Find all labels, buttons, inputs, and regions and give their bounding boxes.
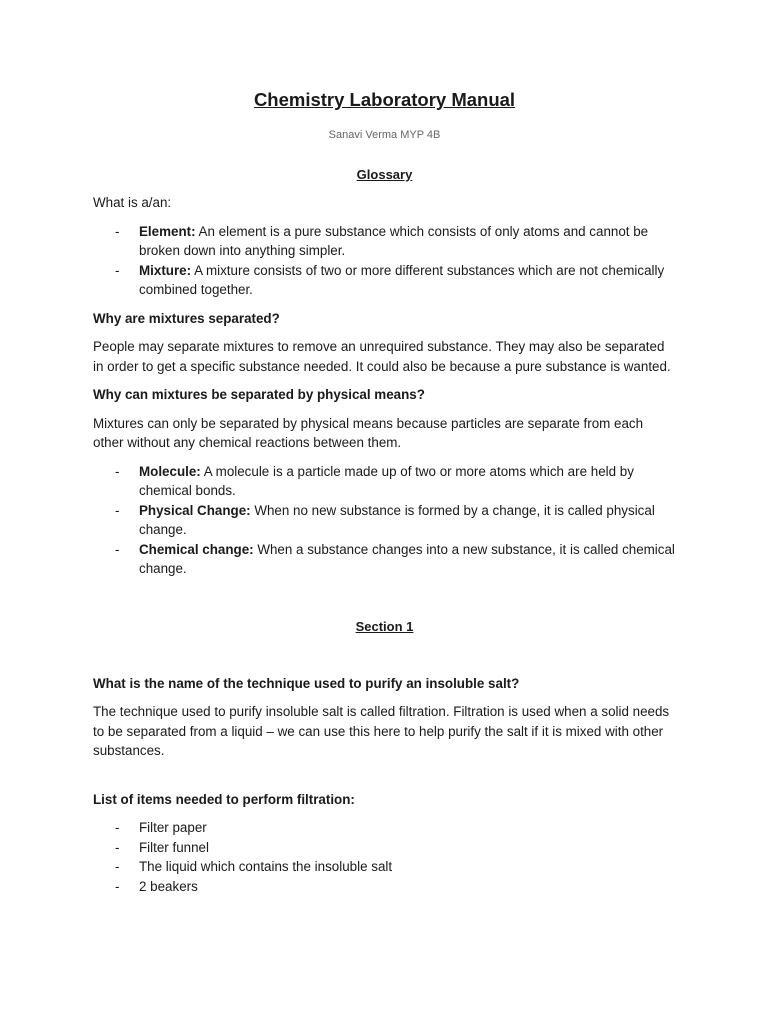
term-label: Physical Change: <box>139 502 251 518</box>
term-definition: When a substance changes into a new substance, it is called chemical change. <box>139 541 675 576</box>
glossary-heading: Glossary <box>356 167 413 182</box>
list-item <box>93 501 676 540</box>
term-label: Mixture: <box>139 262 192 278</box>
list-item: - The liquid which contains the insoluble salt <box>93 857 676 877</box>
list-item: - Filter paper <box>93 818 676 838</box>
term-definition: An element is a pure substance which consists of only atoms and cannot be broken down into anything simpler. <box>139 223 649 258</box>
term-definition: When no new substance is formed by a change, it is called physical change. <box>139 502 655 537</box>
list-item: - Filter funnel <box>93 838 676 858</box>
list-item <box>93 540 676 579</box>
glossary-intro: What is a/an: <box>93 195 172 210</box>
list-item <box>93 222 676 261</box>
question-heading: Why are mixtures separated? <box>93 310 280 326</box>
term-definition: A molecule is a particle made up of two or more atoms which are held by chemical bonds. <box>139 463 634 498</box>
glossary-list-2 <box>93 462 676 579</box>
term-label: Molecule: <box>139 463 201 479</box>
document-title: Chemistry Laboratory Manual <box>253 89 516 110</box>
answer-paragraph: The technique used to purify insoluble salt is called filtration. Filtration is used when a solid needs to be separated from a liquid – we can use this here to help purify the salt if it is mixed with other substances. <box>93 704 670 758</box>
question-heading: What is the name of the technique used to purify an insoluble salt? <box>93 675 520 691</box>
items-list <box>93 818 676 896</box>
list-item <box>93 261 676 300</box>
term-definition: A mixture consists of two or more different substances which are not chemically combined together. <box>139 262 665 297</box>
section-1-heading: Section 1 <box>355 618 414 634</box>
term-label: Element: <box>139 223 196 239</box>
list-item: - 2 beakers <box>93 877 676 897</box>
question-heading: List of items needed to perform filtration: <box>93 791 355 807</box>
answer-paragraph: People may separate mixtures to remove an unrequired substance. They may also be separated in order to get a specific substance needed. It could also be because a pure substance is wanted. <box>93 339 671 374</box>
question-heading: Why can mixtures be separated by physical means? <box>93 387 425 402</box>
answer-paragraph: Mixtures can only be separated by physical means because particles are separate from each other without any chemical reactions between them. <box>93 415 644 450</box>
author-line: Sanavi Verma MYP 4B <box>328 129 441 141</box>
term-label: Chemical change: <box>139 541 254 557</box>
glossary-list <box>93 222 676 300</box>
list-item <box>93 462 676 501</box>
